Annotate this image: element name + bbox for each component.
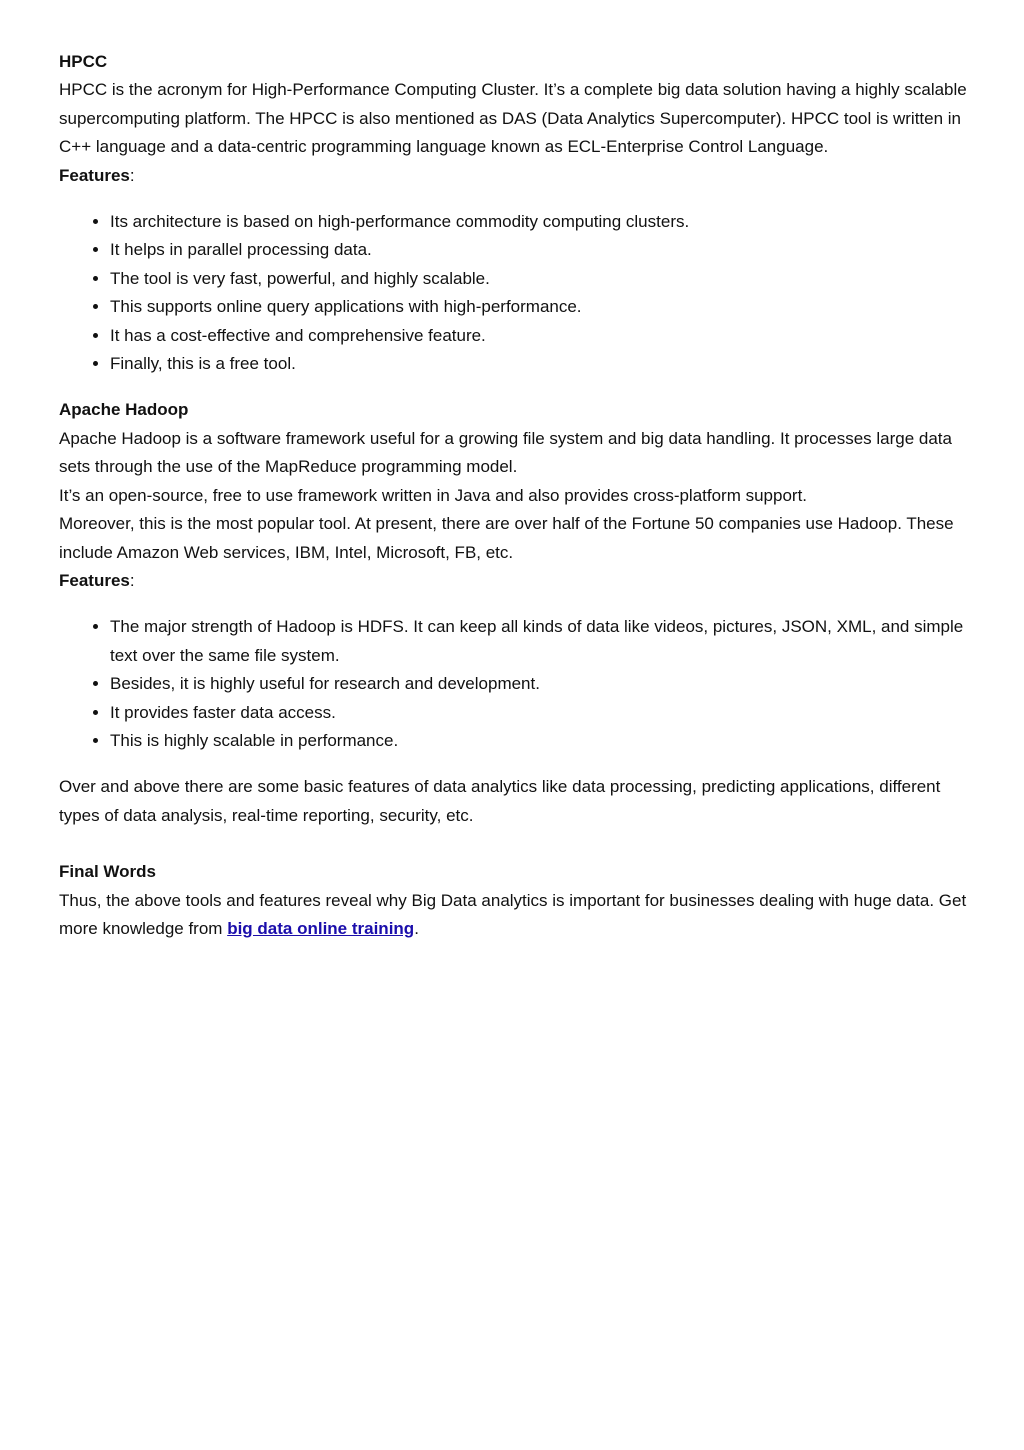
hadoop-features-label-text: Features [59,570,130,590]
hpcc-features-label [59,162,969,190]
hadoop-paragraph: It’s an open-source, free to use framework written in Java and also provides cross-platform support. [59,485,808,505]
list-item: • This is highly scalable in performance. [110,727,969,755]
hadoop-heading: Apache Hadoop [59,400,189,420]
list-item: • It helps in parallel processing data. [110,236,969,264]
list-item: • Finally, this is a free tool. [110,350,969,378]
list-item: • The major strength of Hadoop is HDFS. It can keep all kinds of data like videos, pictures, JSON, XML, and simple text over the same file system. [110,613,969,670]
hadoop-features-list [59,613,969,755]
section-spacer [59,830,969,858]
final-words-heading: Final Words [59,862,156,882]
final-words-text: Thus, the above tools and features reveal why Big Data analytics is important for businesses dealing with huge data. Get more knowledge from [59,890,967,938]
list-item: • The tool is very fast, powerful, and highly scalable. [110,265,969,293]
document-page [59,48,969,943]
list-item: • Its architecture is based on high-performance commodity computing clusters. [110,208,969,236]
hpcc-features-list [59,208,969,378]
hpcc-features-colon: : [129,165,135,185]
final-words-section [59,858,969,943]
big-data-training-link[interactable]: big data online training [227,918,415,938]
list-item: • This supports online query applications with high-performance. [110,293,969,321]
hpcc-paragraph: HPCC is the acronym for High-Performance Computing Cluster. It’s a complete big data solution having a highly scalable supercomputing platform. The HPCC is also mentioned as DAS (Data Analytics Supercomputer). HPCC tool is written in C++ language and a data-centric programming language known as ECL-Enterprise Control Language. [59,80,967,157]
list-item: • Besides, it is highly useful for research and development. [110,670,969,698]
hpcc-section [59,48,969,378]
hpcc-heading: HPCC [59,52,108,71]
list-item: • It has a cost-effective and comprehensive feature. [110,322,969,350]
summary-paragraph: Over and above there are some basic features of data analytics like data processing, predicting applications, different types of data analysis, real-time reporting, security, etc. [59,777,941,825]
list-item: • It provides faster data access. [110,699,969,727]
final-words-period: . [414,918,419,938]
hadoop-features-label [59,567,969,595]
hadoop-paragraph: Apache Hadoop is a software framework useful for a growing file system and big data handling. It processes large data sets through the use of the MapReduce programming model. [59,428,952,477]
hadoop-paragraph: Moreover, this is the most popular tool. At present, there are over half of the Fortune 50 companies use Hadoop. These include Amazon Web services, IBM, Intel, Microsoft, FB, etc. [59,514,954,562]
final-words-paragraph [59,887,969,944]
hpcc-features-label-text: Features [59,165,130,185]
hadoop-section [59,396,969,755]
hadoop-features-colon: : [129,570,135,590]
